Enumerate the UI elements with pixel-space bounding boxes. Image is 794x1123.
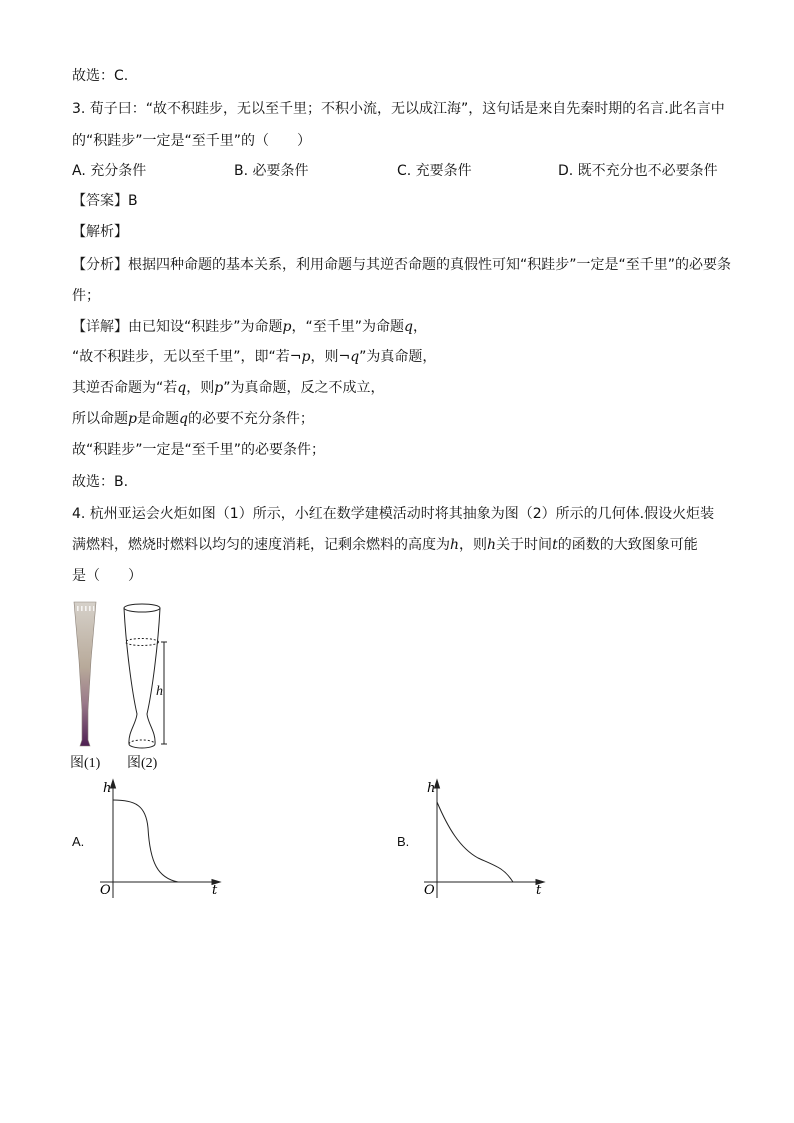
torch-geometric-model: [118, 602, 178, 752]
math-not-p: ¬p: [289, 349, 311, 365]
question-3-text: 3. 荀子曰：“故不积跬步，无以至千里；不积小流，无以成江海”，这句话是来自先秦时期的名言.此名言中: [72, 101, 725, 117]
math-h: h: [450, 537, 460, 553]
answer-line: [72, 191, 138, 211]
q4-text: ，则: [459, 537, 488, 553]
detail-line-2: [72, 347, 436, 367]
graph-b-x-label: t: [536, 883, 542, 898]
option-d: D. 既不充分也不必要条件: [558, 163, 718, 179]
detail-text: 由已知设“积跬步”为命题: [128, 319, 283, 335]
detail-text: ”为真命题，: [359, 349, 437, 365]
math-t: t: [552, 537, 558, 553]
analysis-heading: 【解析】: [72, 224, 128, 240]
math-p: p: [128, 411, 137, 427]
detail-text: 是命题: [136, 411, 179, 427]
detail-line-1: [72, 317, 427, 337]
detail-text: ，则: [310, 349, 339, 365]
detail-text: 所以命题: [72, 411, 128, 427]
option-b: B. 必要条件: [234, 163, 309, 179]
analysis-line-cont: 件；: [72, 288, 100, 304]
detail-text: ，则: [186, 380, 215, 396]
graph-a-y-label: h: [103, 781, 112, 796]
graph-b: [420, 778, 550, 903]
option-c: C. 充要条件: [397, 163, 472, 179]
detail-line-3: [72, 378, 384, 398]
analysis-line: [72, 255, 731, 275]
math-q: q: [404, 319, 413, 335]
option-a: A. 充分条件: [72, 163, 147, 179]
graph-b-origin: O: [424, 883, 435, 898]
detail-tag: 【详解】: [72, 319, 128, 335]
answer-value: B: [128, 193, 138, 209]
math-h: h: [487, 537, 497, 553]
detail-text: ”为真命题，反之不成立，: [223, 380, 385, 396]
detail-text: ，: [412, 319, 427, 335]
question-4-text: 4. 杭州亚运会火炬如图（1）所示，小红在数学建模活动时将其抽象为图（2）所示的几何体.假设火炬装: [72, 506, 715, 522]
q4-text: 关于时间: [496, 537, 553, 553]
detail-text: “故不积跬步，无以至千里”，即“若: [72, 349, 290, 365]
figure-1-caption: 图(1): [70, 756, 101, 771]
q4-text: 满燃料，燃烧时燃料以均匀的速度消耗，记剩余燃料的高度为: [72, 537, 450, 553]
question-4-text-end: 是（ ）: [72, 568, 142, 584]
math-not-q: ¬q: [338, 349, 360, 365]
q4-text: 的函数的大致图象可能: [557, 537, 698, 553]
math-p: p: [282, 319, 292, 335]
question-3-text-cont: 的“积跬步”一定是“至千里”的（ ）: [72, 133, 312, 149]
question-4-text-cont: [72, 535, 698, 555]
graph-a-curve: [113, 800, 178, 882]
analysis-text: 根据四种命题的基本关系，利用命题与其逆否命题的真假性可知“积跬步”一定是“至千里”的必要条: [128, 257, 732, 273]
graph-a-x-label: t: [212, 883, 218, 898]
graph-b-curve: [437, 802, 513, 882]
figure-2-caption: 图(2): [127, 756, 158, 771]
detail-text: 的必要不充分条件；: [187, 411, 314, 427]
math-p: p: [214, 380, 224, 396]
graph-a-origin: O: [100, 883, 111, 898]
detail-text: ，“至千里”为命题: [291, 319, 404, 335]
graph-a-letter: A.: [72, 834, 85, 849]
detail-line-6: 故选：B.: [72, 474, 129, 490]
analysis-tag: 【分析】: [72, 257, 128, 273]
graph-b-y-label: h: [427, 781, 436, 796]
torch-photo: [70, 600, 100, 750]
height-label: h: [156, 684, 163, 699]
detail-line-5: 故“积跬步”一定是“至千里”的必要条件；: [72, 442, 326, 458]
graph-a: [96, 778, 226, 903]
detail-line-4: [72, 409, 314, 429]
math-q: q: [178, 411, 188, 427]
detail-text: 其逆否命题为“若: [72, 380, 178, 396]
previous-answer-line: 故选：C.: [72, 68, 129, 84]
answer-tag: 【答案】: [72, 193, 128, 209]
graph-b-letter: B.: [397, 834, 410, 849]
math-q: q: [177, 380, 187, 396]
